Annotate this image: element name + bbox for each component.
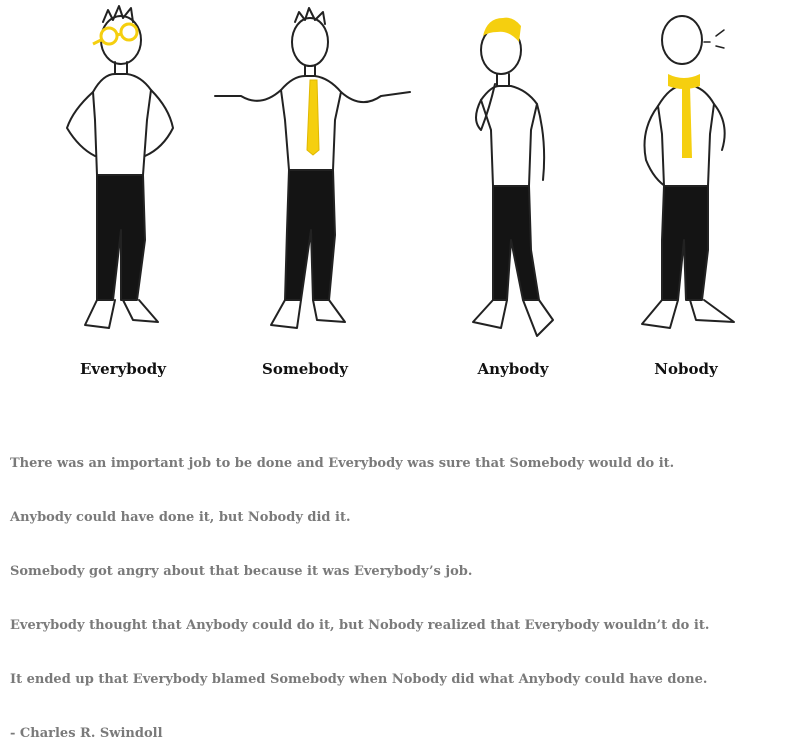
figure-caption: Somebody [262,360,348,378]
quote-line: Somebody got angry about that because it was Everybody’s job. [10,564,473,579]
figure-anybody [413,0,613,400]
figure-caption: Nobody [654,360,718,378]
quote-line: It ended up that Everybody blamed Somebody when Nobody did what Anybody could have done. [10,672,708,687]
quote-line: There was an important job to be done and Everybody was sure that Somebody would do it. [10,456,675,471]
quote-block [10,454,780,744]
quote-attribution: - Charles R. Swindoll [10,726,163,741]
nobody-illustration [586,0,786,345]
figure-somebody [205,0,405,400]
figure-nobody [586,0,786,400]
somebody-illustration [205,0,405,345]
figure-caption: Everybody [79,360,166,378]
quote-line: Everybody thought that Anybody could do it, but Nobody realized that Everybody wouldn’t do it. [10,618,710,633]
anybody-illustration [413,0,613,345]
figure-everybody [23,0,223,400]
figure-caption: Anybody [477,360,549,378]
quote-line: Anybody could have done it, but Nobody did it. [10,510,351,525]
everybody-illustration [23,0,223,345]
